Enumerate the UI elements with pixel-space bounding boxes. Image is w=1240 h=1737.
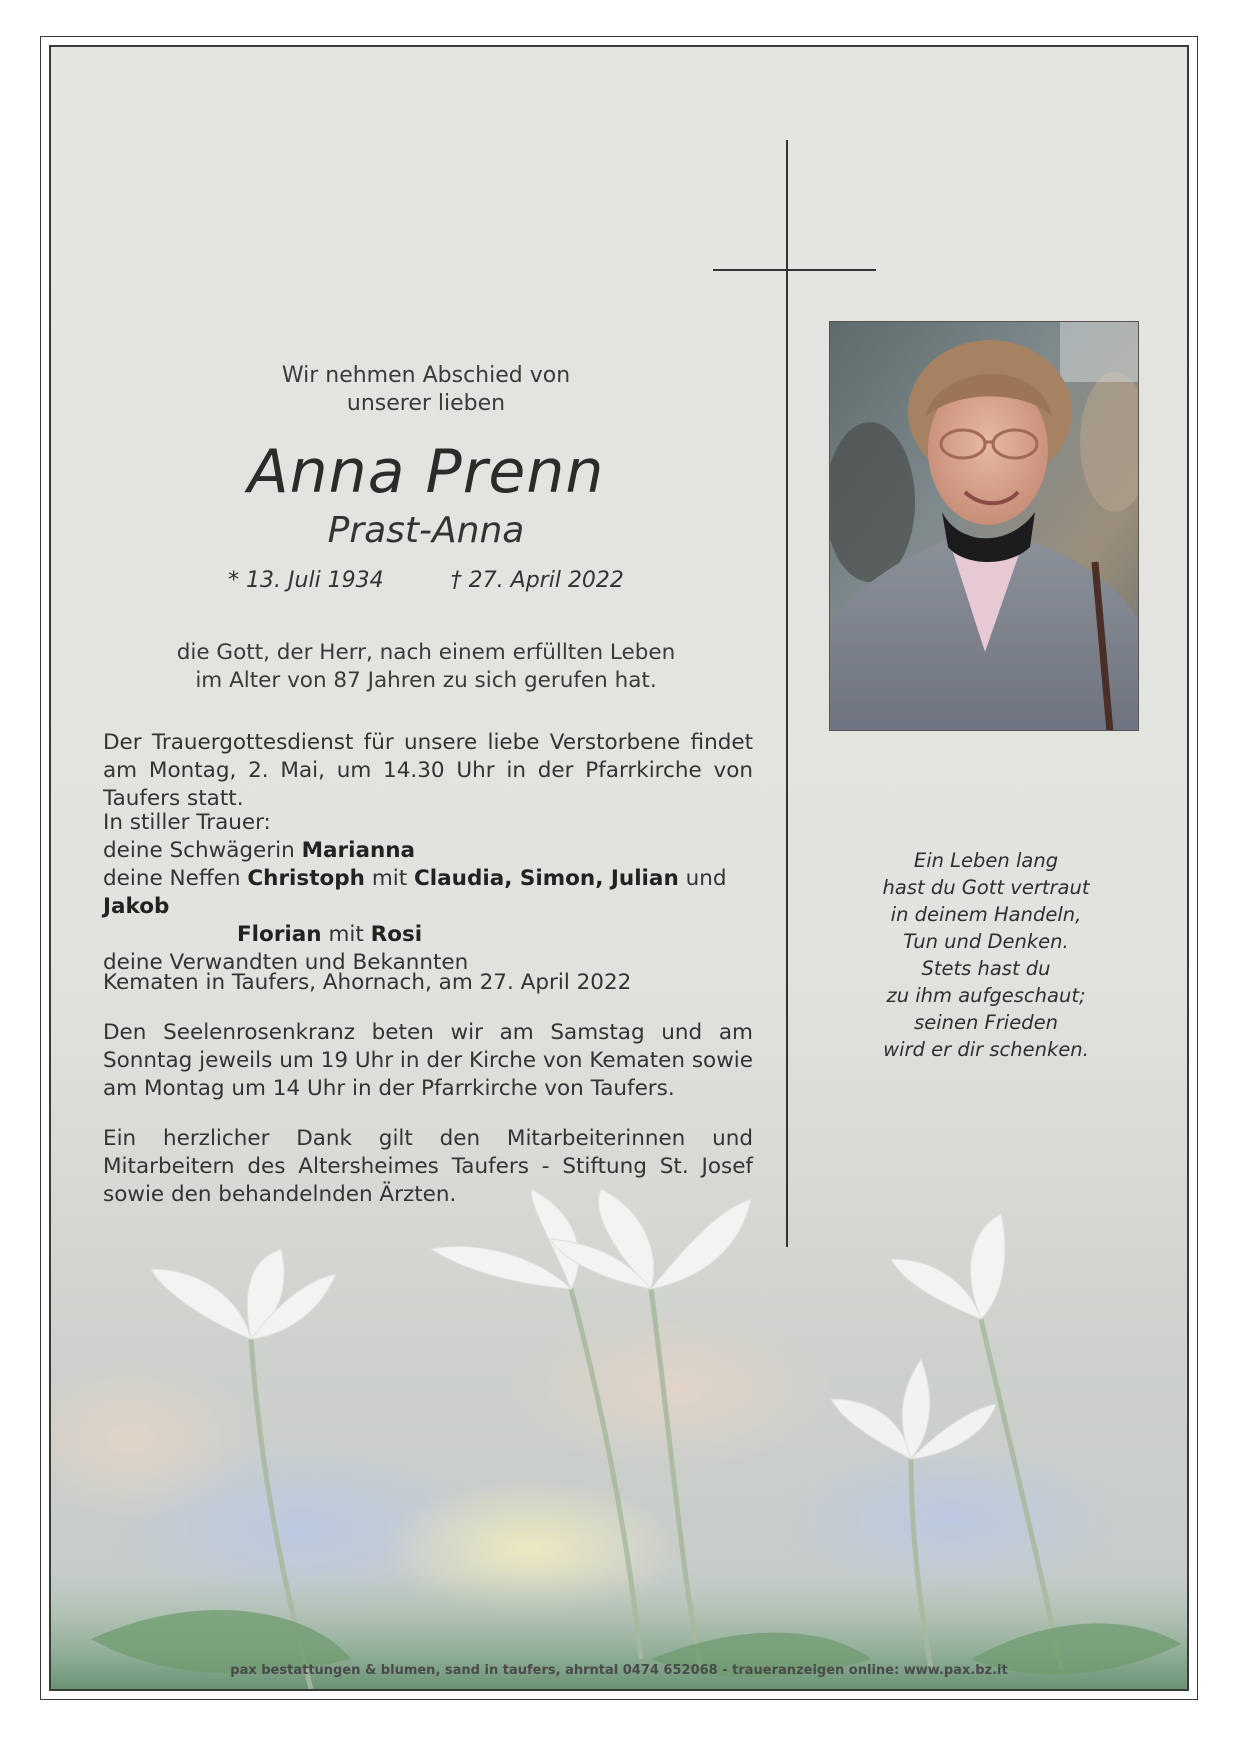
connector-text: mit xyxy=(371,866,408,891)
mourners-nephew-2 xyxy=(103,921,753,949)
mourner-name: Claudia, Simon, Julian xyxy=(414,866,679,891)
funeral-notice: Der Trauergottesdienst für unsere liebe Verstorbene findet am Montag, 2. Mai, um 14.30 Uhr in der Pfarrkirche von Taufers statt. xyxy=(103,730,753,811)
called-line-2: im Alter von 87 Jahren zu sich gerufen hat. xyxy=(195,668,657,693)
poem-line: Ein Leben lang xyxy=(913,849,1059,872)
mourner-name: Christoph xyxy=(247,866,365,891)
portrait-illustration xyxy=(830,322,1139,731)
mourner-prefix: deine Schwägerin xyxy=(103,838,295,863)
called-line-1: die Gott, der Herr, nach einem erfüllten Leben xyxy=(176,640,676,665)
thanks-notice: Ein herzlicher Dank gilt den Mitarbeiterinnen und Mitarbeitern des Altersheimes Taufers - Stiftung St. Josef sowie den behandelnden Ärzten. xyxy=(103,1126,753,1207)
mourners-sister-in-law xyxy=(103,837,753,865)
obituary-card xyxy=(49,45,1189,1691)
intro-line-2: unserer lieben xyxy=(346,391,506,416)
intro-text xyxy=(101,362,751,418)
poem-line: in deinem Handeln, xyxy=(890,903,1082,926)
poem xyxy=(851,847,1121,1063)
rosary-notice: Den Seelenrosenkranz beten wir am Samstag und am Sonntag jeweils um 19 Uhr in der Kirche von Kematen sowie am Montag um 14 Uhr in der Pfarrkirche von Taufers. xyxy=(103,1020,753,1101)
poem-line: hast du Gott vertraut xyxy=(882,876,1090,899)
mourner-name: Marianna xyxy=(301,838,416,863)
birth-date: * 13. Juli 1934 xyxy=(228,568,384,593)
connector-text: mit xyxy=(328,922,364,947)
mourners-block xyxy=(103,809,753,977)
cross-horizontal xyxy=(713,269,876,271)
poem-line: wird er dir schenken. xyxy=(883,1038,1089,1061)
intro-line-1: Wir nehmen Abschied von xyxy=(281,363,571,388)
place-date: Kematen in Taufers, Ahornach, am 27. April 2022 xyxy=(103,970,632,995)
deceased-name: Anna Prenn xyxy=(247,437,605,507)
mourner-prefix: deine Neffen xyxy=(103,866,241,891)
poem-line: Tun und Denken. xyxy=(903,930,1069,953)
flowers-background xyxy=(51,1189,1187,1689)
mourners-heading: In stiller Trauer: xyxy=(103,810,271,835)
mourner-name: Rosi xyxy=(370,922,423,947)
poem-line: zu ihm aufgeschaut; xyxy=(886,984,1086,1007)
mourner-name: Florian xyxy=(237,922,322,947)
mourners-nephews xyxy=(103,865,753,921)
poem-line: seinen Frieden xyxy=(914,1011,1058,1034)
cross-vertical xyxy=(786,140,788,1247)
mourners-relatives: deine Verwandten und Bekannten xyxy=(103,950,469,975)
mourner-name: Jakob xyxy=(103,894,170,919)
footer-imprint: pax bestattungen & blumen, sand in taufers, ahrntal 0474 652068 - traueranzeigen online: www.pax.bz.it xyxy=(230,1663,1008,1678)
deceased-nickname: Prast-Anna xyxy=(327,510,525,551)
connector-text: und xyxy=(685,866,727,891)
death-date: † 27. April 2022 xyxy=(450,568,624,593)
called-text xyxy=(101,639,751,695)
life-dates xyxy=(101,567,751,595)
portrait-photo xyxy=(829,321,1139,731)
poem-line: Stets hast du xyxy=(921,957,1051,980)
